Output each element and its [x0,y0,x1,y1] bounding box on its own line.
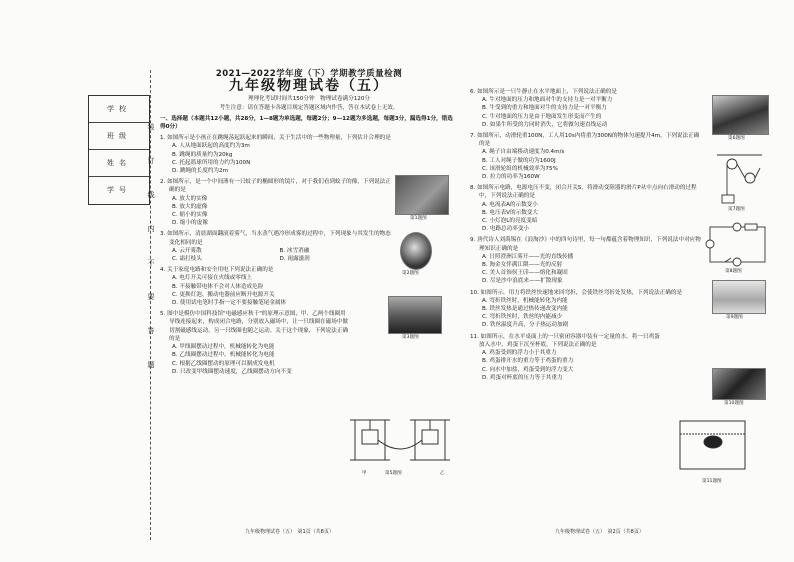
option: A. 电流表A的示数变小 [482,201,538,208]
page-1-footer: 九年级物理试卷（五） 第1页（共8页） [245,529,334,535]
figure-caption: 第1题图 [410,216,427,221]
question-1 [160,134,458,175]
option: C. 缩小的实像 [172,212,208,219]
option: D. 电路总功率变小 [482,226,530,233]
seal-char: 题 [147,361,155,369]
option: A. 鸡蛋受到的浮力小于其重力 [482,350,557,357]
figure-cow-photo [712,95,769,135]
exam-note: 考生注意：请在答题卡各题目规定答题区域内作答，答在本试卷上无效。 [219,104,399,111]
question-stem: 6. 如图所示是一只牛静止在水平地面上，下列说法正确的是 [470,89,617,95]
option: B. 淘金女伴满江隈——光的反射 [482,262,563,269]
option: A. 放大的实像 [172,195,208,202]
question-stem: 9. 唐代诗人刘禹锡在《浪淘沙》中的四句诗里，每一句都蕴含着物理知识，下列说法中对应物理知识正确的是 [470,237,701,252]
question-stem: 1. 如图所示是小孩正在跳绳荡起跃起来的瞬间，关于生活中的一些物理量，下列估计合理的是 [160,135,391,142]
option: B. 铁丝发热是通过热传递改变内能 [482,306,568,313]
seal-char: 线 [147,191,155,199]
figure-label-yi: 乙 [440,471,445,476]
figure-caption: 第8题图 [725,269,742,274]
figure-lake-fog-photo [388,296,442,334]
exam-header: 2021—2022学年度（下）学期教学质量检测 [215,69,403,79]
figure-caption: 第11题图 [702,479,722,484]
question-stem: 8. 如图所示电路，电源电压不变，闭合开关S，将滑动变阻器的滑片P从中点向右滑动的过程中，下列说法正确的是 [470,185,697,200]
option: B. 乙线圈摆动过程中，机械能转化为电能 [172,352,275,359]
figure-caption: 第10题图 [724,401,744,406]
option: B. 冰雪消融 [279,247,310,254]
exam-meta: 理理化考试时间共150分钟 物理试卷满分120分 [247,96,371,103]
option: D. 使用试电笔时手指一定不要接触笔尾金属体 [172,300,287,307]
info-number: 学号 [107,186,131,194]
option: A. 日照澄洲江雾开——光的直线传播 [482,253,574,260]
figure-egg-container-diagram [675,416,750,476]
info-school: 学校 [89,96,149,123]
option: B. 不接触带电体不会对人体造成危险 [172,283,264,290]
figure-wire-bending-photo [712,368,766,400]
option: C. 牛对地面的压力是由于地面发生形变而产生的 [482,113,602,120]
option: C. 更换灯泡、搬动电器前应断开电源开关 [172,291,275,298]
question-stem: 2. 如图所示，是一个中间薄有一只蚊子的椭圆形的镜片，对于我们看到蚊子的像，下列说法正确的是 [160,179,391,194]
question-stem: 5. 图中是模仿中国科技馆"电磁感应秋千"的原理示意图，甲、乙两个线圈用导线连接起来，构成闭合电路，分别放入磁场中，让一只线圈在磁场中做切割磁感线运动，另一只线圈也随之运动。关于这个现象，下列说法正确的是 [160,311,349,342]
option: A. 弯折铁丝时，机械能转化为内能 [482,297,568,304]
option: B. 放大的虚像 [172,203,208,210]
figure-label-jia: 甲 [362,471,367,476]
question-stem: 10. 如图所示，用力将铁丝快速地来回弯折，会使铁丝弯折处发热，下列说法正确的是 [470,289,683,296]
figure-circuit-diagram [705,222,770,267]
figure-induction-swing-diagram [345,410,455,470]
option: B. 鸡蛋排开水的重力等于鸡蛋的重力 [482,358,574,365]
student-info-box [88,95,150,205]
option: A. 云开雾散 [172,247,202,254]
option: C. 向水中加盐，鸡蛋受到的浮力变大 [482,366,574,373]
option: D. 铁丝温度升高，分子热运动加剧 [482,322,569,329]
option: D. 只改变甲线圈摆动速度，乙线圈摆动方向不变 [172,368,292,375]
seal-char: 装 [147,123,155,131]
option: C. 美人首饰侯王印——熔化和凝固 [482,270,568,277]
option: B. 牛受到的重力和地面对牛的支持力是一对平衡力 [482,105,607,112]
option: C. 小灯泡L的亮度变暗 [482,218,538,225]
page-2-footer: 九年级物理试卷（五） 第2页（共8页） [555,529,644,535]
figure-caption: 第6题图 [728,136,745,141]
option: B. 电压表V的示数变大 [482,209,538,216]
seal-text [146,110,156,382]
option-grid [160,247,396,263]
seal-char: 内 [147,225,155,233]
figure-pulley-diagram [712,150,767,205]
option: D. 雨露滋润 [279,256,310,263]
exam-title: 九年级物理试卷（五） [229,78,389,95]
option: A. 绳子自由端移动速度为0.4m/s [482,149,565,156]
option: D. 拉力的功率为160W [482,174,540,181]
binding-margin [0,0,155,562]
seal-char: 答 [147,327,155,335]
question-stem: 7. 如图所示，动滑轮重100N，工人用10s内将重为300N的物体匀速提升4m，下列说法正确的是 [470,133,700,148]
option: B. 工人对绳子做的功为1600J [482,157,556,164]
option: D. 跳绳的长度约为2m [172,168,229,175]
figure-caption: 第3题图 [402,335,419,340]
section-heading: 一、选择题（本题共12小题，共28分，1—8题为单选题，每题2分；9—12题为多选题，每题3分，漏选得1分，错选得0分） [160,115,453,131]
seal-char: 不 [147,259,155,267]
option: C. 霜打枝头 [172,256,202,263]
figure-caption: 第2题图 [402,271,419,276]
figure-lens-photo [400,232,432,270]
info-name: 姓名 [89,150,149,177]
option: D. 鸡蛋对杯底的压力等于其重力 [482,374,563,381]
figure-caption: 第7题图 [728,207,745,212]
option: D. 缩小的虚像 [172,220,208,227]
option: D. 尽是沙中浪底来——扩散现象 [482,278,563,285]
option: D. 如果牛所受的力同时消失，它将做匀速直线运动 [482,121,608,128]
info-class: 班级 [89,123,149,150]
option: A. 人从地面跃起的高度约为3m [172,143,250,150]
option: B. 跳绳的质量约为20kg [172,151,233,158]
option: C. 弯折铁丝时，铁丝的内能减少 [482,314,563,321]
question-stem: 4. 关于家庭电路和安全用电下列说法正确的是 [160,267,274,274]
option: A. 电灯开关可接在火线或零线上 [172,275,253,282]
seal-char: 要 [147,293,155,301]
question-stem: 11. 如图所示，在水平桌面上的一只密闭容器中装有一定量的水，将一只鸡蛋放入水中，鸡蛋下沉至杯底，下列说法正确的是 [470,333,660,348]
figure-caption: 第9题图 [726,315,743,320]
seal-char: 订 [147,157,155,165]
option: A. 牛对地面的压力和地面对牛的支持力是一对平衡力 [482,97,613,104]
figure-jump-rope-photo [395,175,449,215]
figure-caption: 第5题图 [385,471,402,476]
option: C. 托起篮球所用的力约为100N [172,159,251,166]
figure-poem-scene [712,280,766,314]
option: A. 甲线圈摆动过程中，机械能转化为电能 [172,344,275,351]
question-stem: 3. 如图所示，清晨湖面翻滚着雾气，当水蒸气遇冷形成雾的过程中，下列现象与其发生的物态变化相同的是 [160,231,391,246]
option: C. 根据乙线圈摆动的原理可以制成发电机 [172,360,275,367]
option: C. 该滑轮组的机械效率为75% [482,165,558,172]
